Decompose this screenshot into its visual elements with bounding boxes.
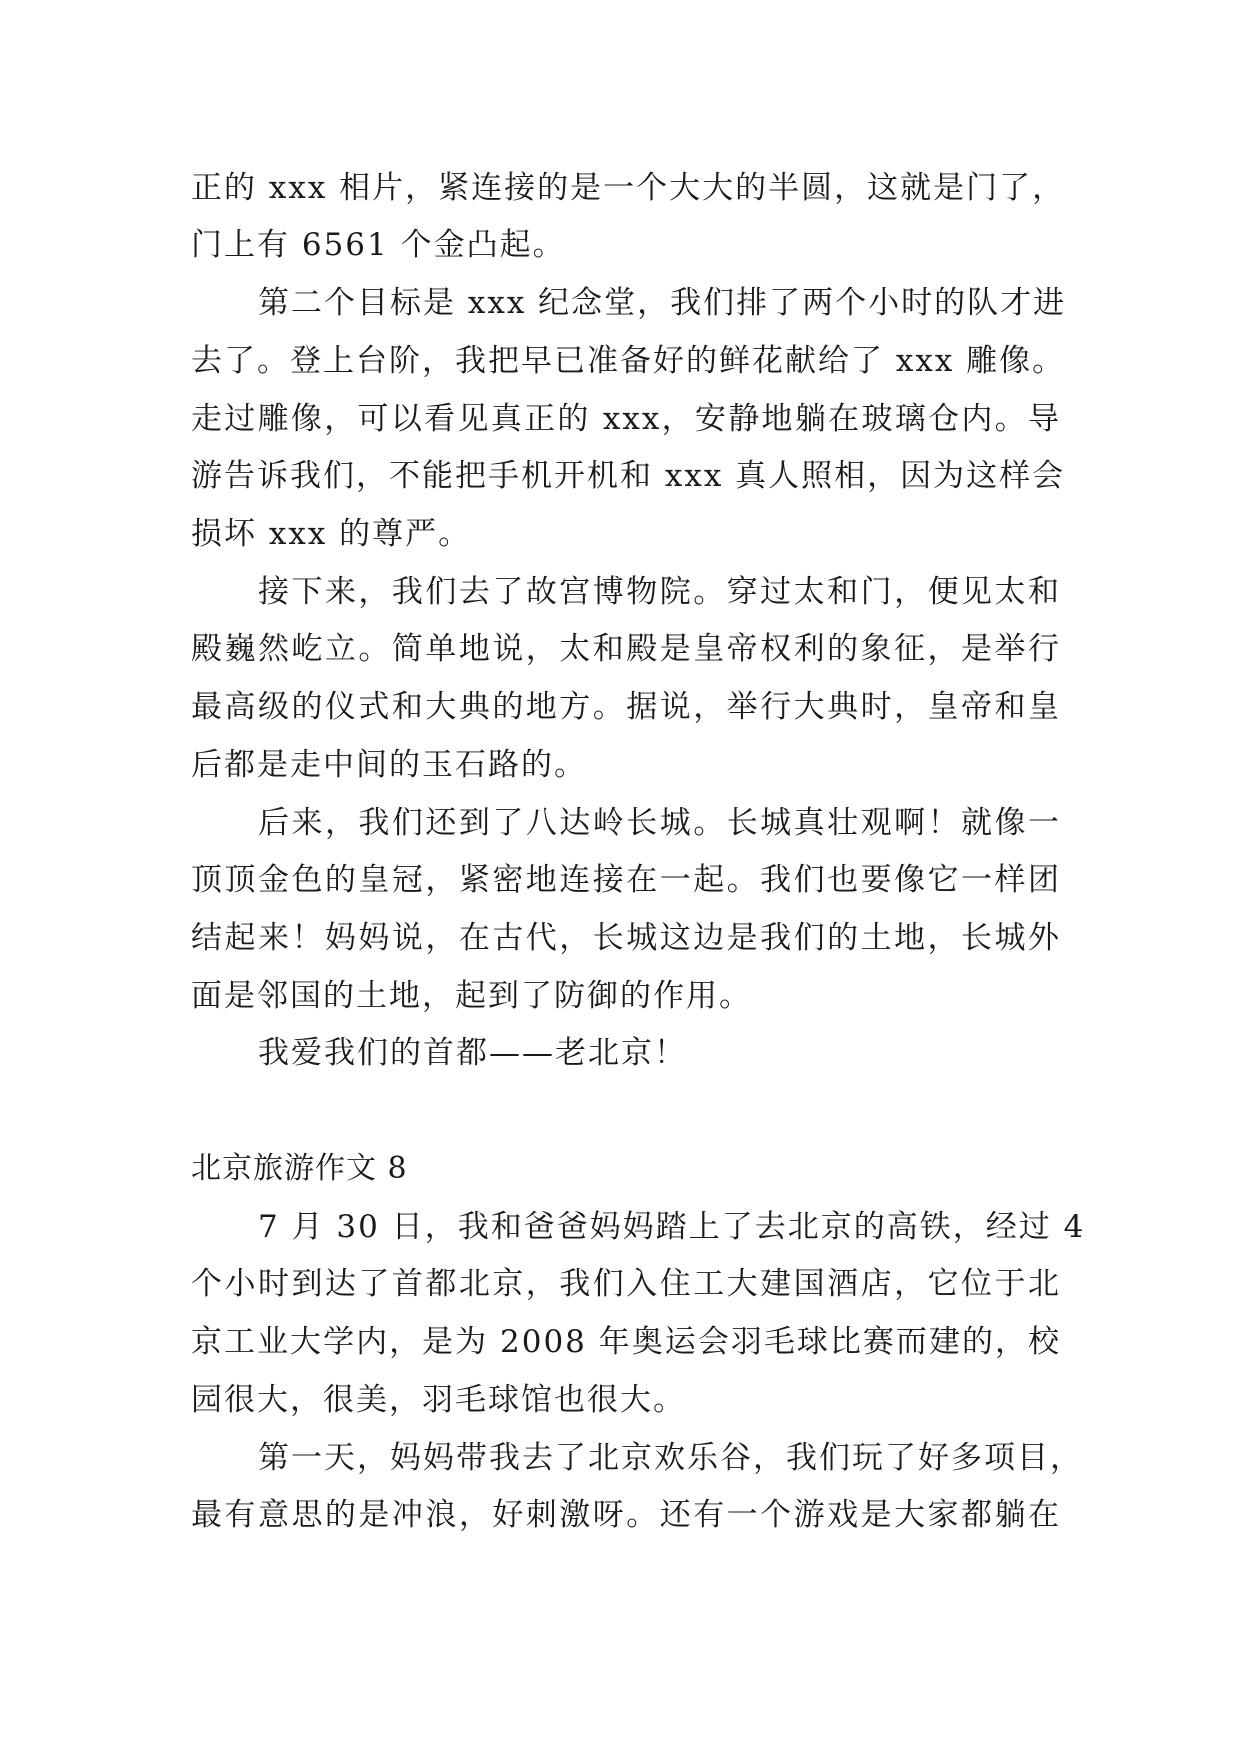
paragraph-line: 走过雕像，可以看见真正的 xxx，安静地躺在玻璃仓内。导 xyxy=(191,401,1061,437)
paragraph-line: 7 月 30 日，我和爸爸妈妈踏上了去北京的高铁，经过 4 xyxy=(258,1209,1086,1245)
paragraph-line: 殿巍然屹立。简单地说，太和殿是皇帝权利的象征，是举行 xyxy=(191,631,1061,667)
paragraph-line: 个小时到达了首都北京，我们入住工大建国酒店，它位于北 xyxy=(191,1266,1061,1302)
paragraph-line: 面是邻国的土地，起到了防御的作用。 xyxy=(191,978,752,1014)
paragraph-line: 第一天，妈妈带我去了北京欢乐谷，我们玩了好多项目， xyxy=(258,1440,1083,1476)
paragraph-line: 园很大，很美，羽毛球馆也很大。 xyxy=(191,1382,686,1418)
paragraph-line: 游告诉我们，不能把手机开机和 xxx 真人照相，因为这样会 xyxy=(191,458,1066,494)
paragraph-line: 最有意思的是冲浪，好刺激呀。还有一个游戏是大家都躺在 xyxy=(191,1497,1061,1533)
section-title: 北京旅游作文 8 xyxy=(191,1151,408,1186)
paragraph-line: 京工业大学内，是为 2008 年奥运会羽毛球比赛而建的，校 xyxy=(191,1324,1061,1360)
paragraph-line: 后都是走中间的玉石路的。 xyxy=(191,747,587,783)
paragraph-line: 去了。登上台阶，我把早已准备好的鲜花献给了 xxx 雕像。 xyxy=(191,343,1066,379)
paragraph-line: 后来，我们还到了八达岭长城。长城真壮观啊！就像一 xyxy=(258,805,1061,841)
paragraph-line: 第二个目标是 xxx 纪念堂，我们排了两个小时的队才进 xyxy=(258,285,1067,321)
paragraph-line: 损坏 xxx 的尊严。 xyxy=(191,516,472,552)
paragraph-line: 我爱我们的首都——老北京！ xyxy=(258,1035,687,1071)
paragraph-line: 最高级的仪式和大典的地方。据说，举行大典时，皇帝和皇 xyxy=(191,689,1061,725)
paragraph-line: 顶顶金色的皇冠，紧密地连接在一起。我们也要像它一样团 xyxy=(191,862,1061,898)
paragraph-line: 接下来，我们去了故宫博物院。穿过太和门，便见太和 xyxy=(258,574,1061,610)
paragraph-line: 正的 xxx 相片，紧连接的是一个大大的半圆，这就是门了， xyxy=(191,170,1066,206)
paragraph-line: 门上有 6561 个金凸起。 xyxy=(191,227,566,263)
paragraph-line: 结起来！妈妈说，在古代，长城这边是我们的土地，长城外 xyxy=(191,920,1061,956)
